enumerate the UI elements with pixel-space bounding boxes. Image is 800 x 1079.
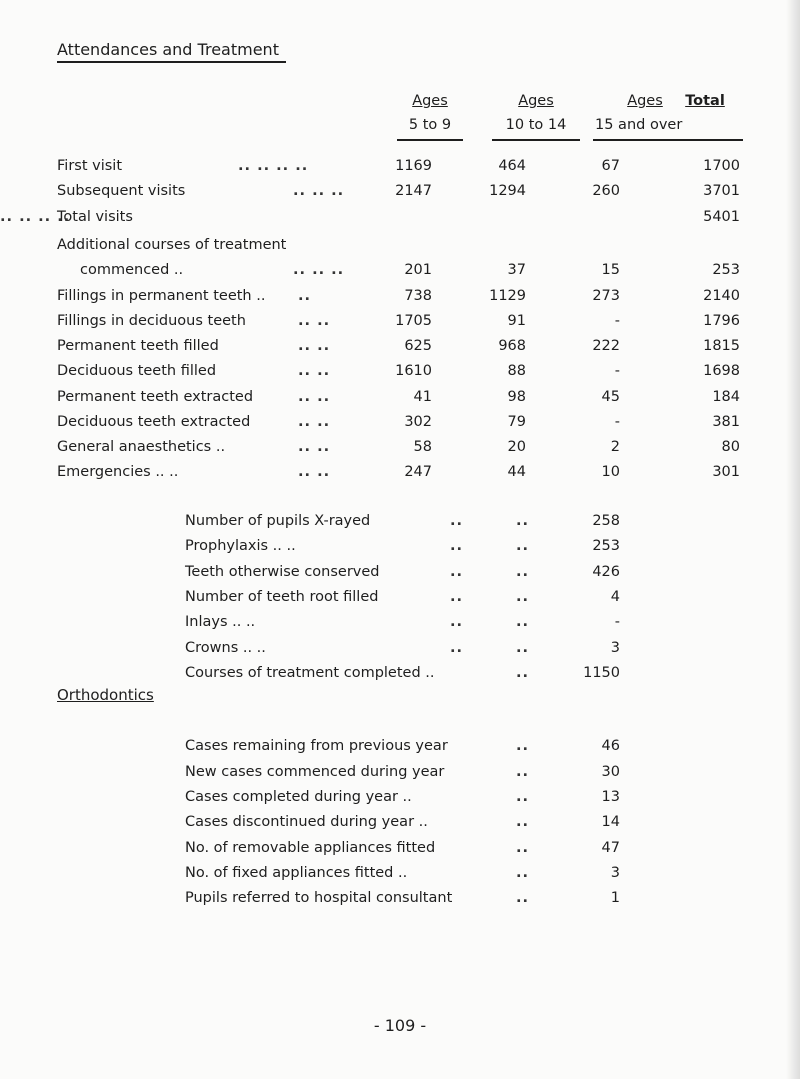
- leader-dots: .. ..: [298, 439, 331, 455]
- row-value: 1815: [703, 338, 740, 354]
- leader-dots: .. .. .. ..: [0, 209, 71, 225]
- row-value: 1610: [395, 363, 432, 379]
- item-label: Inlays .. ..: [185, 614, 256, 630]
- header-ages-15-over-line1: Ages: [627, 93, 663, 109]
- leader-dots: ..: [516, 840, 530, 856]
- item-value: 4: [610, 589, 620, 605]
- leader-dots: .. ..: [298, 389, 331, 405]
- leader-dots: .. ..: [298, 414, 331, 430]
- row-value: 1796: [703, 313, 740, 329]
- leader-dots: ..: [450, 564, 464, 580]
- item-label: Number of teeth root filled: [185, 589, 379, 605]
- item-value: 3: [610, 640, 620, 656]
- row-label: General anaesthetics ..: [57, 439, 226, 455]
- leader-dots: ..: [516, 564, 530, 580]
- row-value: 273: [592, 288, 620, 304]
- row-label: Deciduous teeth extracted: [57, 414, 251, 430]
- row-value: 1700: [703, 158, 740, 174]
- item-label: Cases discontinued during year ..: [185, 814, 428, 830]
- row-value: 968: [498, 338, 526, 354]
- row-value: 1294: [489, 183, 526, 199]
- row-value: 45: [601, 389, 620, 405]
- row-value: 10: [601, 464, 620, 480]
- item-value: 3: [610, 865, 620, 881]
- row-value: 464: [498, 158, 526, 174]
- page-edge-shadow: [786, 0, 800, 1079]
- item-label: Courses of treatment completed ..: [185, 665, 435, 681]
- header-ages-5-9-line1: Ages: [412, 93, 448, 109]
- leader-dots: ..: [516, 738, 530, 754]
- leader-dots: ..: [516, 789, 530, 805]
- row-value: -: [614, 363, 620, 379]
- row-value: 15: [601, 262, 620, 278]
- leader-dots: ..: [516, 764, 530, 780]
- row-label: Emergencies .. ..: [57, 464, 179, 480]
- row-value: 2147: [395, 183, 432, 199]
- row-label: First visit: [57, 158, 123, 174]
- page-number: - 109 -: [373, 1016, 427, 1035]
- leader-dots: ..: [298, 288, 312, 304]
- item-label: No. of fixed appliances fitted ..: [185, 865, 408, 881]
- row-label: Additional courses of treatment: [57, 237, 287, 253]
- leader-dots: ..: [516, 614, 530, 630]
- header-rule-5-9: [397, 139, 463, 141]
- row-label: Fillings in permanent teeth ..: [57, 288, 266, 304]
- row-value: -: [614, 414, 620, 430]
- item-value: 253: [592, 538, 620, 554]
- row-value: 58: [413, 439, 432, 455]
- header-ages-5-9-line2: 5 to 9: [408, 117, 452, 133]
- item-label: No. of removable appliances fitted: [185, 840, 436, 856]
- orthodontics-heading: Orthodontics: [57, 686, 154, 704]
- row-value: 41: [413, 389, 432, 405]
- row-value: 738: [404, 288, 432, 304]
- item-label: Crowns .. ..: [185, 640, 266, 656]
- row-value: 1698: [703, 363, 740, 379]
- header-rule-15-total: [593, 139, 743, 141]
- row-label: Deciduous teeth filled: [57, 363, 217, 379]
- row-value: 1169: [395, 158, 432, 174]
- title-underline: [57, 61, 286, 63]
- item-value: 13: [601, 789, 620, 805]
- row-value: 67: [601, 158, 620, 174]
- row-value: 88: [507, 363, 526, 379]
- row-value: 98: [507, 389, 526, 405]
- item-value: -: [614, 614, 620, 630]
- header-rule-10-14: [492, 139, 580, 141]
- header-ages-15-over-line2: 15 and over: [595, 117, 683, 133]
- leader-dots: ..: [516, 513, 530, 529]
- row-value: 625: [404, 338, 432, 354]
- row-value: 37: [507, 262, 526, 278]
- row-label: commenced ..: [80, 262, 184, 278]
- row-label: Fillings in deciduous teeth: [57, 313, 246, 329]
- row-value: 2140: [703, 288, 740, 304]
- leader-dots: ..: [450, 589, 464, 605]
- row-value: 5401: [703, 209, 740, 225]
- row-label: Subsequent visits: [57, 183, 186, 199]
- item-value: 426: [592, 564, 620, 580]
- row-value: 2: [610, 439, 620, 455]
- leader-dots: .. .. .. ..: [238, 158, 309, 174]
- row-value: 184: [712, 389, 740, 405]
- leader-dots: ..: [450, 640, 464, 656]
- leader-dots: .. .. ..: [293, 262, 345, 278]
- header-ages-10-14-line1: Ages: [518, 93, 554, 109]
- item-value: 46: [601, 738, 620, 754]
- row-label: Total visits: [57, 209, 133, 225]
- row-value: 253: [712, 262, 740, 278]
- row-value: 20: [507, 439, 526, 455]
- item-label: Cases completed during year ..: [185, 789, 412, 805]
- row-value: 260: [592, 183, 620, 199]
- header-total: Total: [685, 93, 725, 109]
- leader-dots: ..: [516, 538, 530, 554]
- row-value: 247: [404, 464, 432, 480]
- item-value: 1150: [583, 665, 620, 681]
- leader-dots: .. ..: [298, 338, 331, 354]
- row-value: 222: [592, 338, 620, 354]
- item-label: New cases commenced during year: [185, 764, 445, 780]
- item-label: Pupils referred to hospital consultant: [185, 890, 453, 906]
- leader-dots: ..: [516, 814, 530, 830]
- item-value: 1: [610, 890, 620, 906]
- item-label: Teeth otherwise conserved: [185, 564, 380, 580]
- leader-dots: ..: [450, 614, 464, 630]
- row-value: 79: [507, 414, 526, 430]
- row-value: 381: [712, 414, 740, 430]
- row-value: 302: [404, 414, 432, 430]
- row-value: 301: [712, 464, 740, 480]
- row-value: 44: [507, 464, 526, 480]
- item-label: Cases remaining from previous year: [185, 738, 448, 754]
- header-ages-10-14-line2: 10 to 14: [505, 117, 567, 133]
- item-value: 30: [601, 764, 620, 780]
- row-value: 201: [404, 262, 432, 278]
- row-value: 1129: [489, 288, 526, 304]
- leader-dots: ..: [450, 513, 464, 529]
- row-label: Permanent teeth filled: [57, 338, 219, 354]
- item-label: Prophylaxis .. ..: [185, 538, 296, 554]
- leader-dots: ..: [516, 589, 530, 605]
- leader-dots: .. ..: [298, 464, 331, 480]
- item-value: 258: [592, 513, 620, 529]
- row-label: Permanent teeth extracted: [57, 389, 254, 405]
- leader-dots: .. .. ..: [293, 183, 345, 199]
- row-value: 3701: [703, 183, 740, 199]
- row-value: 91: [507, 313, 526, 329]
- leader-dots: ..: [516, 640, 530, 656]
- item-value: 47: [601, 840, 620, 856]
- leader-dots: ..: [516, 865, 530, 881]
- leader-dots: ..: [516, 665, 530, 681]
- row-value: 1705: [395, 313, 432, 329]
- item-label: Number of pupils X-rayed: [185, 513, 371, 529]
- row-value: -: [614, 313, 620, 329]
- page-title: Attendances and Treatment: [57, 40, 279, 59]
- leader-dots: ..: [516, 890, 530, 906]
- leader-dots: .. ..: [298, 313, 331, 329]
- item-value: 14: [601, 814, 620, 830]
- leader-dots: .. ..: [298, 363, 331, 379]
- leader-dots: ..: [450, 538, 464, 554]
- row-value: 80: [721, 439, 740, 455]
